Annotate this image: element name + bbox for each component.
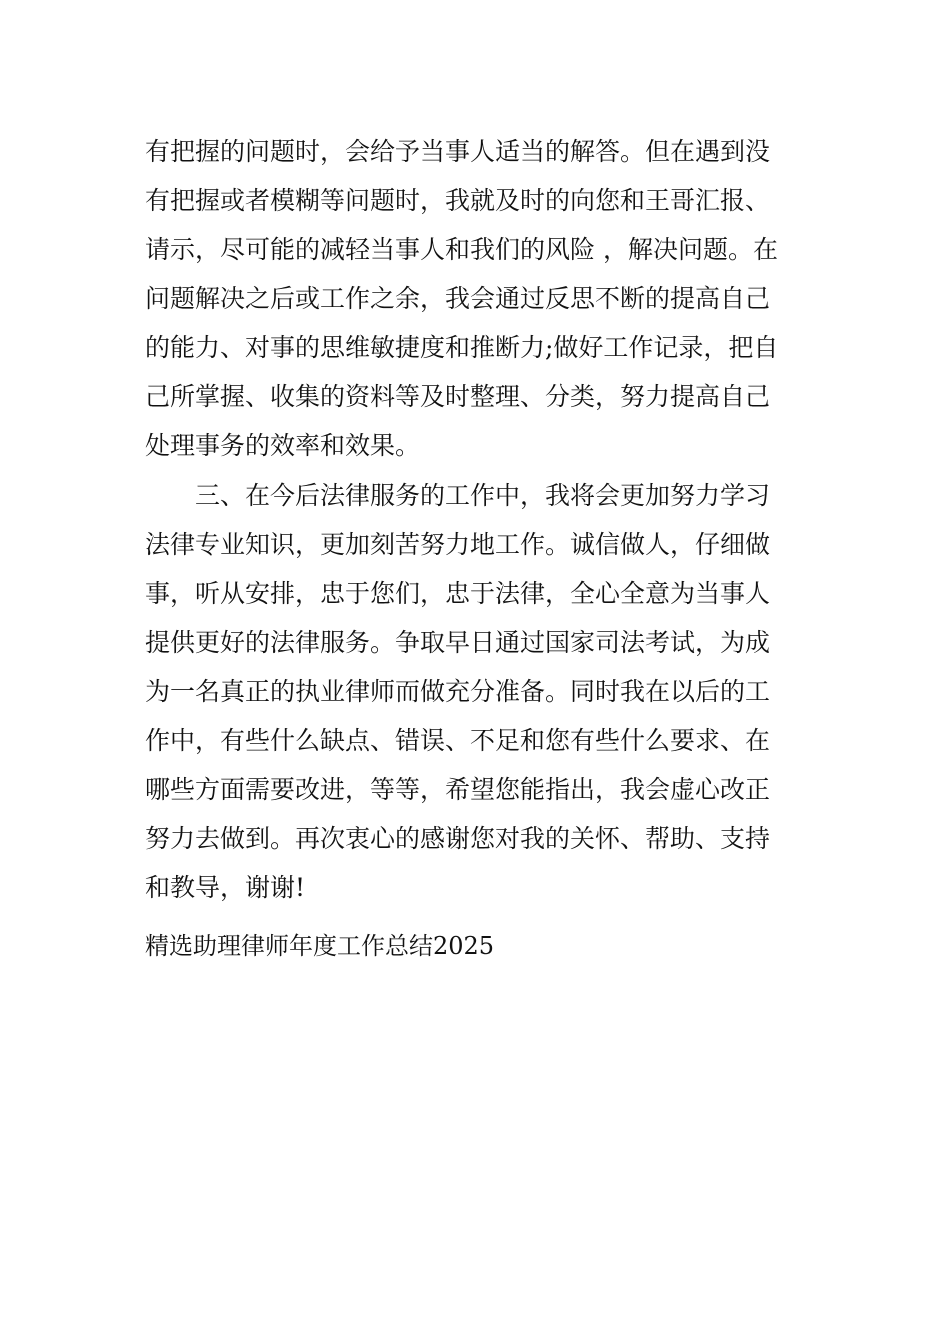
text-line: 提供更好的法律服务。争取早日通过国家司法考试，为成 <box>145 628 771 657</box>
text-line: 有把握的问题时，会给予当事人适当的解答。但在遇到没 <box>145 137 771 166</box>
paragraph-three <box>145 471 810 961</box>
text-line: 己所掌握、收集的资料等及时整理、分类，努力提高自己 <box>145 382 771 411</box>
text-line: 三、在今后法律服务的工作中，我将会更加努力学习 <box>145 481 771 510</box>
text-line: 请示，尽可能的减轻当事人和我们的风险 ，解决问题。在 <box>145 235 778 264</box>
text-line: 的能力、对事的思维敏捷度和推断力;做好工作记录，把自 <box>145 333 779 362</box>
paragraph-continued <box>145 127 810 470</box>
text-line: 和教导，谢谢! <box>145 873 306 902</box>
text-line: 法律专业知识，更加刻苦努力地工作。诚信做人，仔细做 <box>145 530 771 559</box>
text-line: 事，听从安排，忠于您们，忠于法律，全心全意为当事人 <box>145 579 771 608</box>
text-line: 处理事务的效率和效果。 <box>145 431 421 460</box>
text-line: 努力去做到。再次衷心的感谢您对我的关怀、帮助、支持 <box>145 824 771 853</box>
text-line: 作中，有些什么缺点、错误、不足和您有些什么要求、在 <box>145 726 771 755</box>
text-line: 哪些方面需要改进，等等，希望您能指出，我会虚心改正 <box>145 775 771 804</box>
text-line: 问题解决之后或工作之余，我会通过反思不断的提高自己 <box>145 284 771 313</box>
text-line: 有把握或者模糊等问题时，我就及时的向您和王哥汇报、 <box>145 186 771 215</box>
text-line: 为一名真正的执业律师而做充分准备。同时我在以后的工 <box>145 677 771 706</box>
document-title: 精选助理律师年度工作总结2025 <box>145 932 495 960</box>
